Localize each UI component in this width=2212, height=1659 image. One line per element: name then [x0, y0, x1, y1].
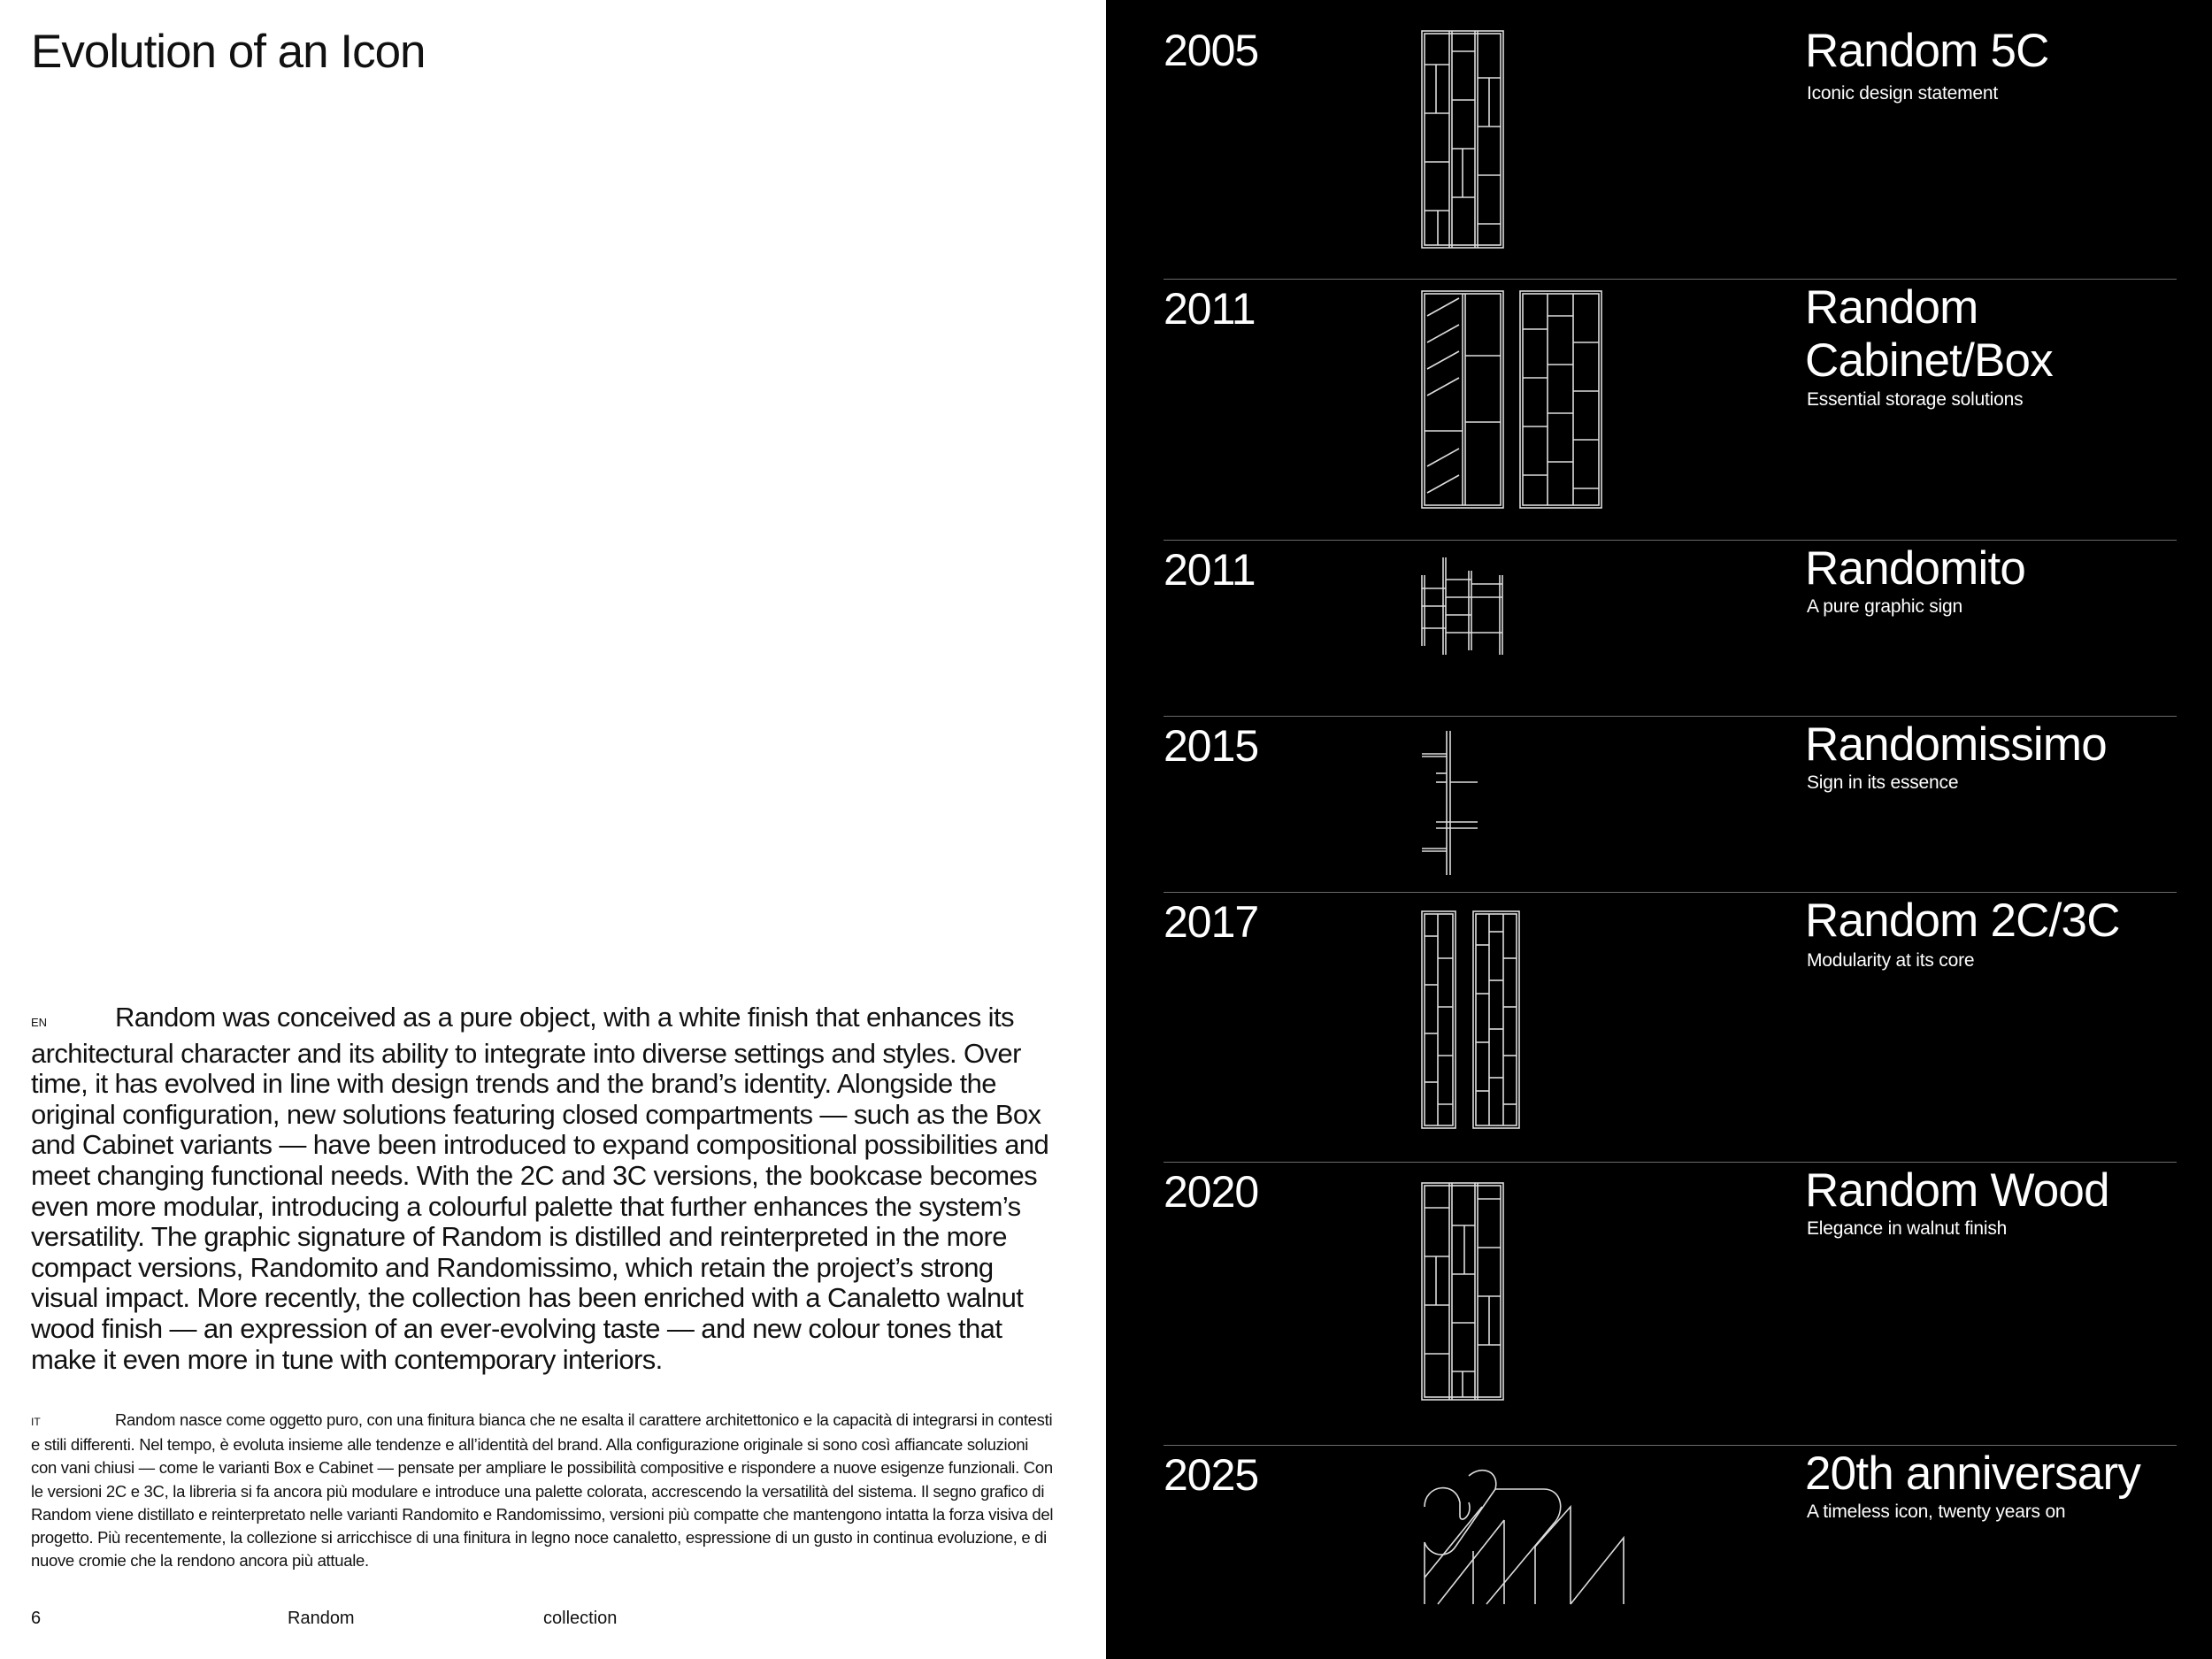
timeline-row-2017 — [1164, 892, 2177, 1162]
model-name: Random Cabinet/Box — [1805, 281, 2053, 387]
timeline-row-2011-randomito — [1164, 540, 2177, 717]
timeline-row-2025 — [1164, 1445, 2177, 1659]
row-divider — [1164, 279, 2177, 280]
model-name: Random Wood — [1805, 1164, 2109, 1217]
model-tagline: A pure graphic sign — [1807, 596, 1962, 617]
timeline-row-2011-cabinet — [1164, 279, 2177, 540]
randomito-drawing-icon — [1420, 553, 1517, 659]
model-tagline: Iconic design statement — [1807, 83, 1999, 104]
english-text-block — [31, 1002, 1057, 1375]
model-tagline: A timeless icon, twenty years on — [1807, 1502, 2066, 1522]
model-name: Random 5C — [1805, 25, 2049, 77]
timeline-year: 2011 — [1164, 284, 1256, 334]
english-text: Random was conceived as a pure object, with a white finish that enhances its architectural character and its ability to integrate into diverse settings and styles. Over time, it has evolved in line with design trends and the brand’s identity. Alongside the original configuration, new solutions featuring closed compartments — such as the Box and Cabinet variants — have been introduced to expand compositional possibilities and meet changing functional needs. With the 2C and 3C versions, the bookcase becomes even more modular, introducing a colourful palette that further enhances the system’s versatility. The graphic signature of Random is distilled and reinterpreted in the more compact versions, Randomito and Randomissimo, which retain the project’s strong visual impact. More recently, the collection has been enriched with a Canaletto walnut wood finish — an expression of an ever-evolving taste — and new colour tones that make it even more in tune with contemporary interiors. — [31, 1002, 1049, 1375]
timeline-row-2005 — [1164, 0, 2177, 279]
model-name: Randomissimo — [1805, 718, 2107, 771]
model-tagline: Sign in its essence — [1807, 772, 1959, 793]
model-tagline: Modularity at its core — [1807, 950, 1975, 971]
model-tagline: Elegance in walnut finish — [1807, 1218, 2008, 1239]
timeline-year: 2025 — [1164, 1450, 1259, 1500]
timeline-page — [1106, 0, 2212, 1659]
timeline-year: 2011 — [1164, 545, 1256, 595]
timeline-row-2020 — [1164, 1162, 2177, 1445]
italian-text: Random nasce come oggetto puro, con una finitura bianca che ne esalta il carattere architettonico e la capacità di integrarsi in contesti e stili differenti. Nel tempo, è evoluta insieme alle tendenze e all’identità del brand. Alla configurazione originale si sono così affiancate soluzioni con vani chiusi — come le varianti Box e Cabinet — pensate per ampliare le possibilità compositive e rispondere a nuove esigenze funzionali. Con le versioni 2C e 3C, la libreria si fa ancora più modulare e introduce una palette colorata, accrescendo la versatilità del sistema. Il segno grafico di Random viene distillato e reinterpretato nelle varianti Randomito e Randomissimo, versioni più compatte che mantengono intatta la forza visiva del progetto. Più recentemente, la collezione si arricchisce di una finitura in legno noce canaletto, espressione di un gusto in continua evoluzione, e di nuove cromie che la rendono ancora più attuale. — [31, 1410, 1054, 1571]
model-name: Randomito — [1805, 542, 2026, 595]
timeline-year: 2005 — [1164, 26, 1259, 75]
page-title: Evolution of an Icon — [31, 26, 426, 78]
model-tagline: Essential storage solutions — [1807, 389, 2024, 410]
random-cabinet-box-drawing-icon — [1420, 289, 1624, 519]
footer-brand: Random — [288, 1609, 355, 1628]
model-name: Random 2C/3C — [1805, 895, 2120, 947]
randomissimo-drawing-icon — [1420, 729, 1491, 879]
timeline-year: 2017 — [1164, 897, 1259, 947]
random-5c-bookcase-drawing-icon — [1420, 29, 1509, 250]
random-wood-drawing-icon — [1420, 1181, 1509, 1402]
footer-section: collection — [543, 1609, 618, 1628]
row-divider — [1164, 1162, 2177, 1163]
timeline-row-2015 — [1164, 716, 2177, 893]
model-name: 20th anniversary — [1805, 1448, 2141, 1500]
page-number: 6 — [31, 1609, 42, 1628]
20th-anniversary-logo-drawing-icon — [1420, 1463, 1632, 1613]
row-divider — [1164, 1445, 2177, 1446]
italian-text-block — [31, 1409, 1057, 1572]
timeline-year: 2015 — [1164, 721, 1259, 771]
language-tag-it: IT — [31, 1416, 41, 1428]
timeline-year: 2020 — [1164, 1167, 1259, 1217]
random-2c-3c-drawing-icon — [1420, 910, 1535, 1140]
language-tag-en: EN — [31, 1016, 48, 1029]
row-divider — [1164, 540, 2177, 541]
row-divider — [1164, 716, 2177, 717]
row-divider — [1164, 892, 2177, 893]
